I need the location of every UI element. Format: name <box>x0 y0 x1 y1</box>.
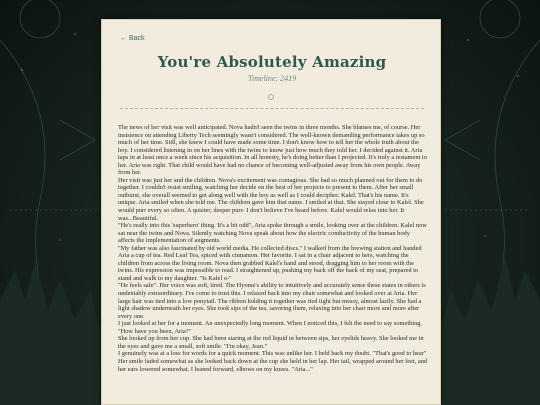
story-paragraph: "My father was also fascinated by old world media. He collected discs." I walked from the brewing station and handed Aria a cup of tea. Red Leaf Tea, spiced with cinnamon. Her favorite. I sat in a chair adjacent to hers, watching the children from across the living room. Nova then grabbed Kalel's hand and stood, dragging him to her room with the twins. His expression was impossible to read. I straightened up, pushing my back off the back of my seat, prepared to stand and walk to my daughter. "Is Kalel o-" <box>118 244 422 282</box>
story-paragraph: The news of her visit was well anticipated. Nova hadn't seen the twins in three months. She blames me, of course. Her insistence on attending Liberty Tech seemingly wasn't considered. The well-known demanding performance takes up so much of her time. Still, she knew I could have made some time. I don't know how to tell her the whole truth about the boy. I considered listening in on her lines with the twins to know just how much they told her. I decided against it. Aria taps in at least once a week since his acquisition. In all honesty, he's doing better than I projected. It's truly a testament to her. Aria was right. That child would have had no chance of becoming well-adjusted away from his own people. Away from her. <box>118 124 427 177</box>
story-paragraph: She looked up from her cup. She had been staring at the red liquid in between sips, her eyelids heavy. She looked me in the eyes and gave me a small, soft smile. "I'm okay, Jean." <box>118 335 424 350</box>
timeline-label: Timeline: 2419 <box>247 74 297 83</box>
story-text <box>118 124 428 373</box>
story-paragraph: "He feels safe". Her voice was soft, tired. The Hyome's ability to intuitively and accurately sense these states in others is undeniably extraordinary. I've come to trust this. I relaxed back into my chair somewhat and looked over at Aria. Her large hair was tied into a low ponytail. The ribbon holding it together was tied tight but messy, almost lazily. She had a light shadow underneath her eyes. She took sips of the tea, savoring them, relaxing into her chair more and more after every one. <box>118 282 426 320</box>
back-link[interactable]: ← Back <box>120 35 145 42</box>
story-paragraph: I just looked at her for a moment. An unexpectedly long moment. When I noticed this, I felt the need to say something. "How have you been, Aria?" <box>118 320 423 335</box>
section-divider <box>120 108 424 109</box>
story-paragraph: Her visit was just her and the children. Nova's excitement was contagious. She had so much planned out for them to do together. I couldn't resist smiling, watching her decide on the best of her projects to present to them. After her small outburst, she overall seemed to get along well with the boy as well as I could decipher. Kalel. That's his name. It's unique. Aria smiled when she told me. The children gave him that name. I smiled at that. She stayed close to Kalel. She would purr every so often. A quieter, deeper purr- I don't believe I've heard before. Kalel would relax into her. It was...Beautiful. <box>118 176 424 222</box>
story-paragraph: I genuinely was at a loss for words for a quick moment. This was unlike her. I held back my doubt. "That's good to hear" <box>118 350 427 358</box>
circle-ornament-icon <box>268 94 274 100</box>
story-panel <box>101 19 441 405</box>
story-paragraph: "He's really into this 'superhero' thing. It's a bit odd", Aria spoke through a smile, looking over at the children. Kalel now sat near the twins and Nova. Silently watching Nova speak about how the electric conductivity of the human body affects the implementation of augments. <box>118 222 427 245</box>
page-title: You're Absolutely Amazing <box>157 53 387 71</box>
story-paragraph: Her smile faded somewhat as she looked back down at the cup she held in her lap. Her tail, wrapped around her feet, and her ears lowered somewhat. I leaned forward, elbows on my knees. "Aria..." <box>118 357 428 373</box>
